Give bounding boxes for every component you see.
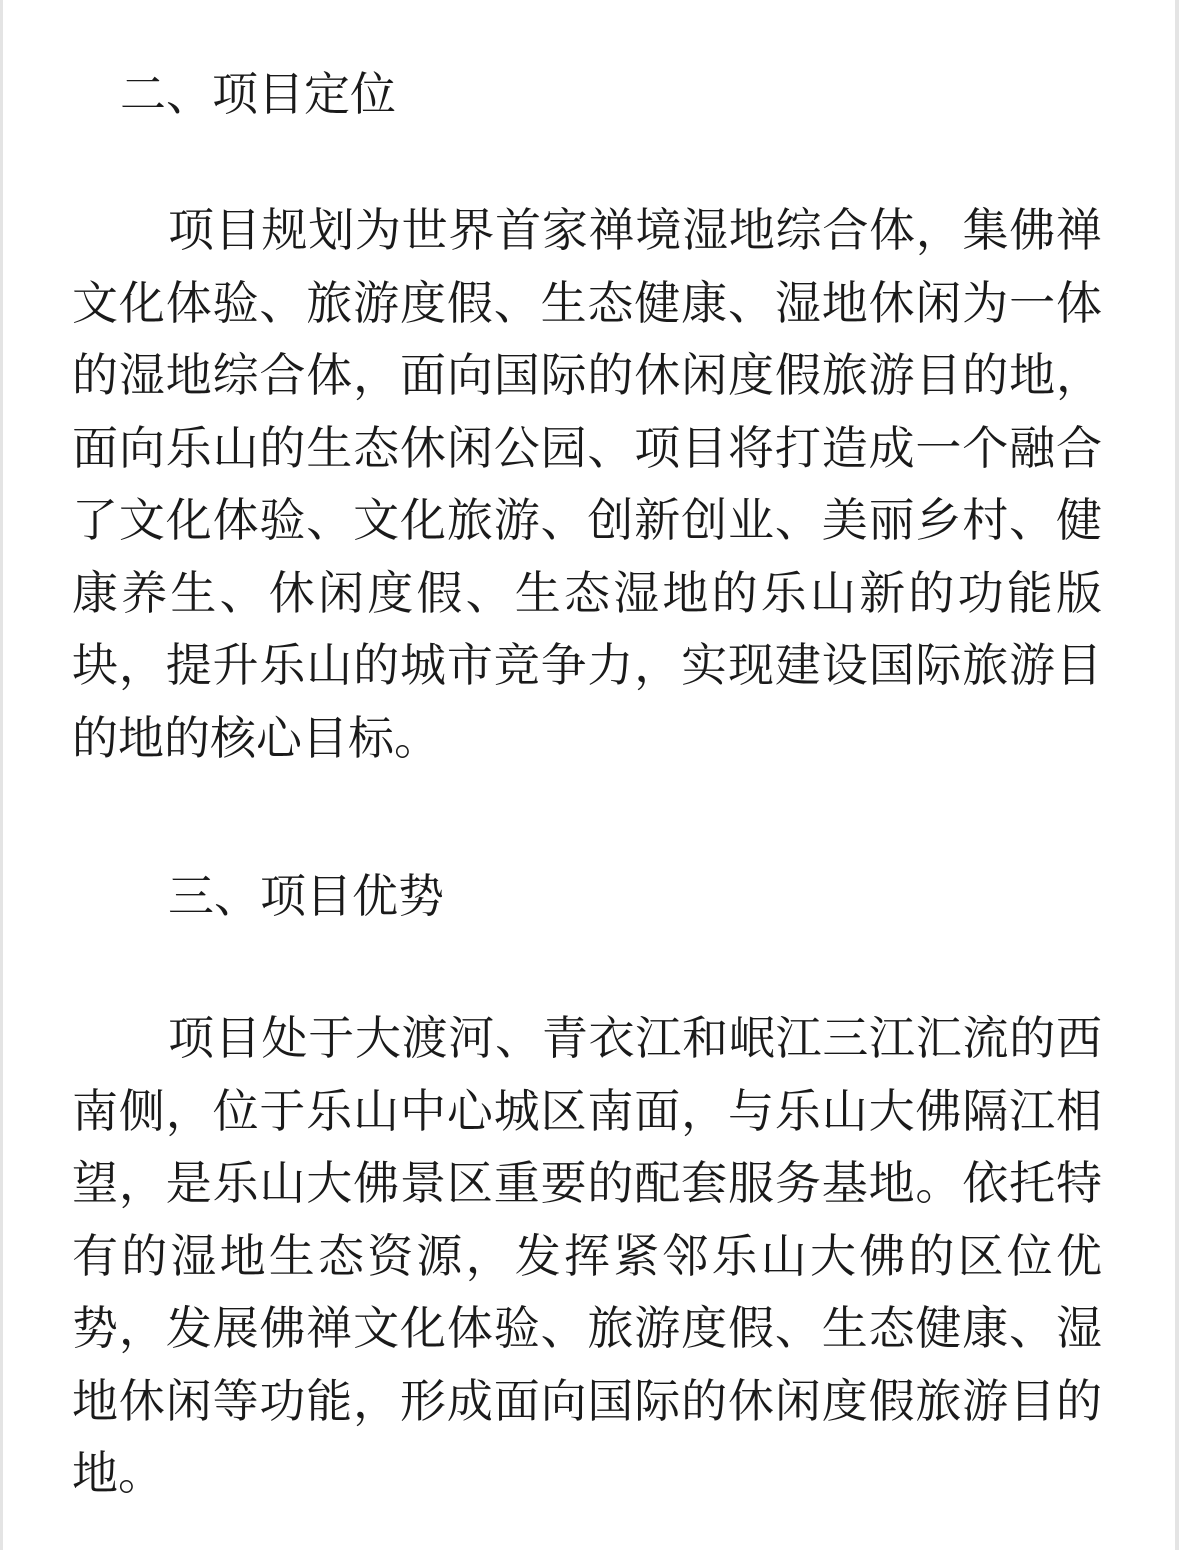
section-heading-advantages: 三、项目优势	[168, 869, 444, 923]
spacer	[72, 932, 1102, 1002]
page-left-edge	[0, 0, 3, 1550]
page-right-edge	[1175, 0, 1179, 1550]
section-paragraph-positioning: 项目规划为世界首家禅境湿地综合体，集佛禅文化体验、旅游度假、生态健康、湿地休闲为一体的湿地综合体，面向国际的休闲度假旅游目的地，面向乐山的生态休闲公园、项目将打造成一个融合了文化体验、文化旅游、创新创业、美丽乡村、健康养生、休闲度假、生态湿地的乐山新的功能版块，提升乐山的城市竞争力，实现建设国际旅游目的地的核心目标。	[72, 203, 1102, 765]
spacer	[72, 774, 1102, 860]
spacer	[72, 130, 1102, 194]
section-heading-positioning: 二、项目定位	[120, 67, 396, 121]
section-paragraph-advantages: 项目处于大渡河、青衣江和岷江三江汇流的西南侧，位于乐山中心城区南面，与乐山大佛隔江相望，是乐山大佛景区重要的配套服务基地。依托特有的湿地生态资源，发挥紧邻乐山大佛的区位优势，发展佛禅文化体验、旅游度假、生态健康、湿地休闲等功能，形成面向国际的休闲度假旅游目的地。	[72, 1011, 1102, 1500]
document-body	[72, 58, 1102, 1510]
